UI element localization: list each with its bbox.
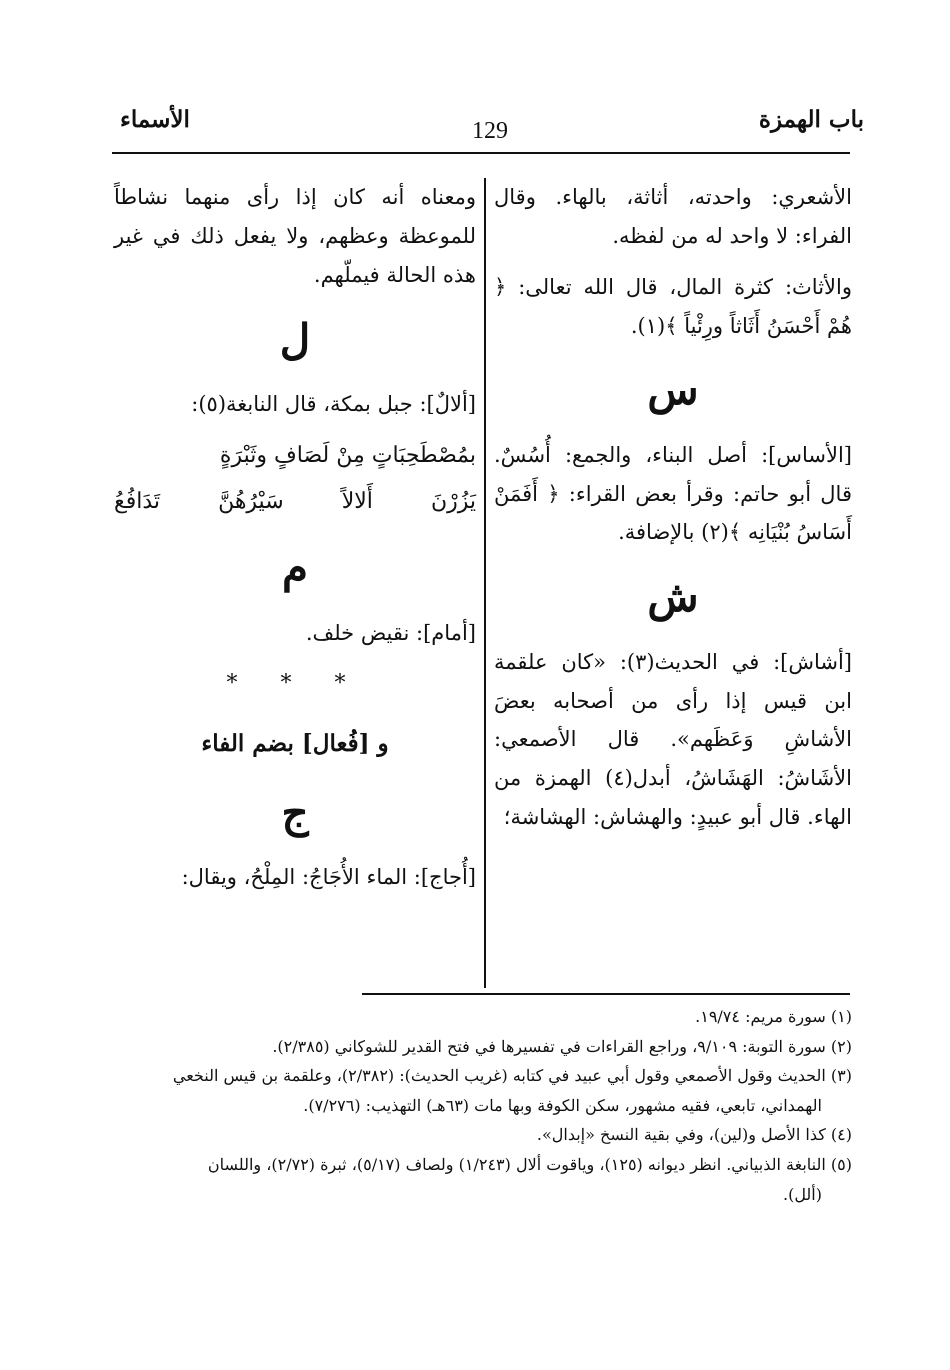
- footnote: (٢) سورة التوبة: ٩/١٠٩، وراجع القراءات في تفسيرها في فتح القدير للشوكاني (٢/٣٨٥).: [272, 1036, 852, 1056]
- letter-heading: ل: [279, 314, 311, 364]
- paragraph: الأشعري: واحدته، أثاثة، بالهاء. وقال الفراء: لا واحد له من لفظه.: [494, 185, 852, 248]
- section-subheading: و [فُعال] بضم الفاء: [201, 730, 389, 758]
- poem-verse: بمُصْطَحِبَاتٍ مِنْ لَصَافٍ وثَبْرَةٍ: [219, 442, 476, 468]
- page-number: 129: [472, 118, 508, 144]
- right-column: [494, 178, 852, 849]
- poem-verse: يَزُرْنَ أَلالاً سَيْرُهُنَّ تَدَافُعُ: [114, 489, 476, 515]
- header-rule: [112, 152, 850, 154]
- paragraph: [أشاش]: في الحديث(٣): «كان علقمة ابن قيس إذا رأى من أصحابه بعضَ الأشاشِ وَعَظَهم». قال الأصمعي: الأشَاشُ: الهَشَاشُ، أبدل(٤) الهمزة من الهاء. قال أبو عبيدٍ: والهشاش: الهشاشة؛: [494, 649, 852, 830]
- paragraph: [ألالٌ]: جبل بمكة، قال النابغة(٥):: [191, 391, 476, 416]
- paragraph: [أُجاج]: الماء الأُجَاجُ: المِلْحُ، ويقال:: [181, 865, 476, 889]
- footnote-continuation: (ألل).: [782, 1184, 822, 1204]
- footnote: (١) سورة مريم: ١٩/٧٤.: [695, 1007, 852, 1026]
- column-divider: [484, 178, 486, 988]
- letter-heading: ش: [647, 572, 699, 622]
- footnote: (٥) النابغة الذبياني. انظر ديوانه (١٢٥)، وياقوت ألال (١/٢٤٣) ولصاف (٥/١٧)، ثبرة (٢/٧٢)، واللسان: [207, 1154, 852, 1174]
- letter-heading: م: [281, 543, 308, 593]
- letter-heading: س: [647, 365, 699, 415]
- footnote-rule: [362, 993, 850, 995]
- paragraph: [الأساس]: أصل البناء، والجمع: أُسُسٌ. قال أبو حاتم: وقرأ بعض القراء: ﴿ أَفَمَنْ أَسَاسُ بُنْيَانِه ﴾(٢) بالإضافة.: [494, 442, 852, 545]
- footnote: (٣) الحديث وقول الأصمعي وقول أبي عبيد في كتابه (غريب الحديث): (٢/٣٨٢)، وعلقمة بن قيس النخعي: [172, 1066, 852, 1086]
- left-column: [114, 178, 476, 909]
- paragraph: والأثاث: كثرة المال، قال الله تعالى: ﴿ هُمْ أَحْسَنُ أَثَاثاً ورِئْياً ﴾(١).: [494, 274, 852, 338]
- paragraph: ومعناه أنه كان إذا رأى منهما نشاطاً للموعظة وعظهم، ولا يفعل ذلك في غير هذه الحالة فيملّهم.: [114, 185, 476, 287]
- footnote-continuation: الهمداني، تابعي، فقيه مشهور، سكن الكوفة وبها مات (٦٣هـ) التهذيب: (٧/٢٧٦).: [303, 1095, 822, 1115]
- paragraph: [أمام]: نقيض خلف.: [305, 620, 476, 645]
- footnotes: [124, 1002, 852, 1209]
- letter-heading: ج: [281, 787, 309, 837]
- chapter-title: باب الهمزة: [758, 106, 864, 133]
- section-separator: * * *: [226, 671, 364, 697]
- section-title: الأسماء: [120, 106, 190, 133]
- footnote: (٤) كذا الأصل و(لين)، وفي بقية النسخ «إبدال».: [536, 1125, 852, 1145]
